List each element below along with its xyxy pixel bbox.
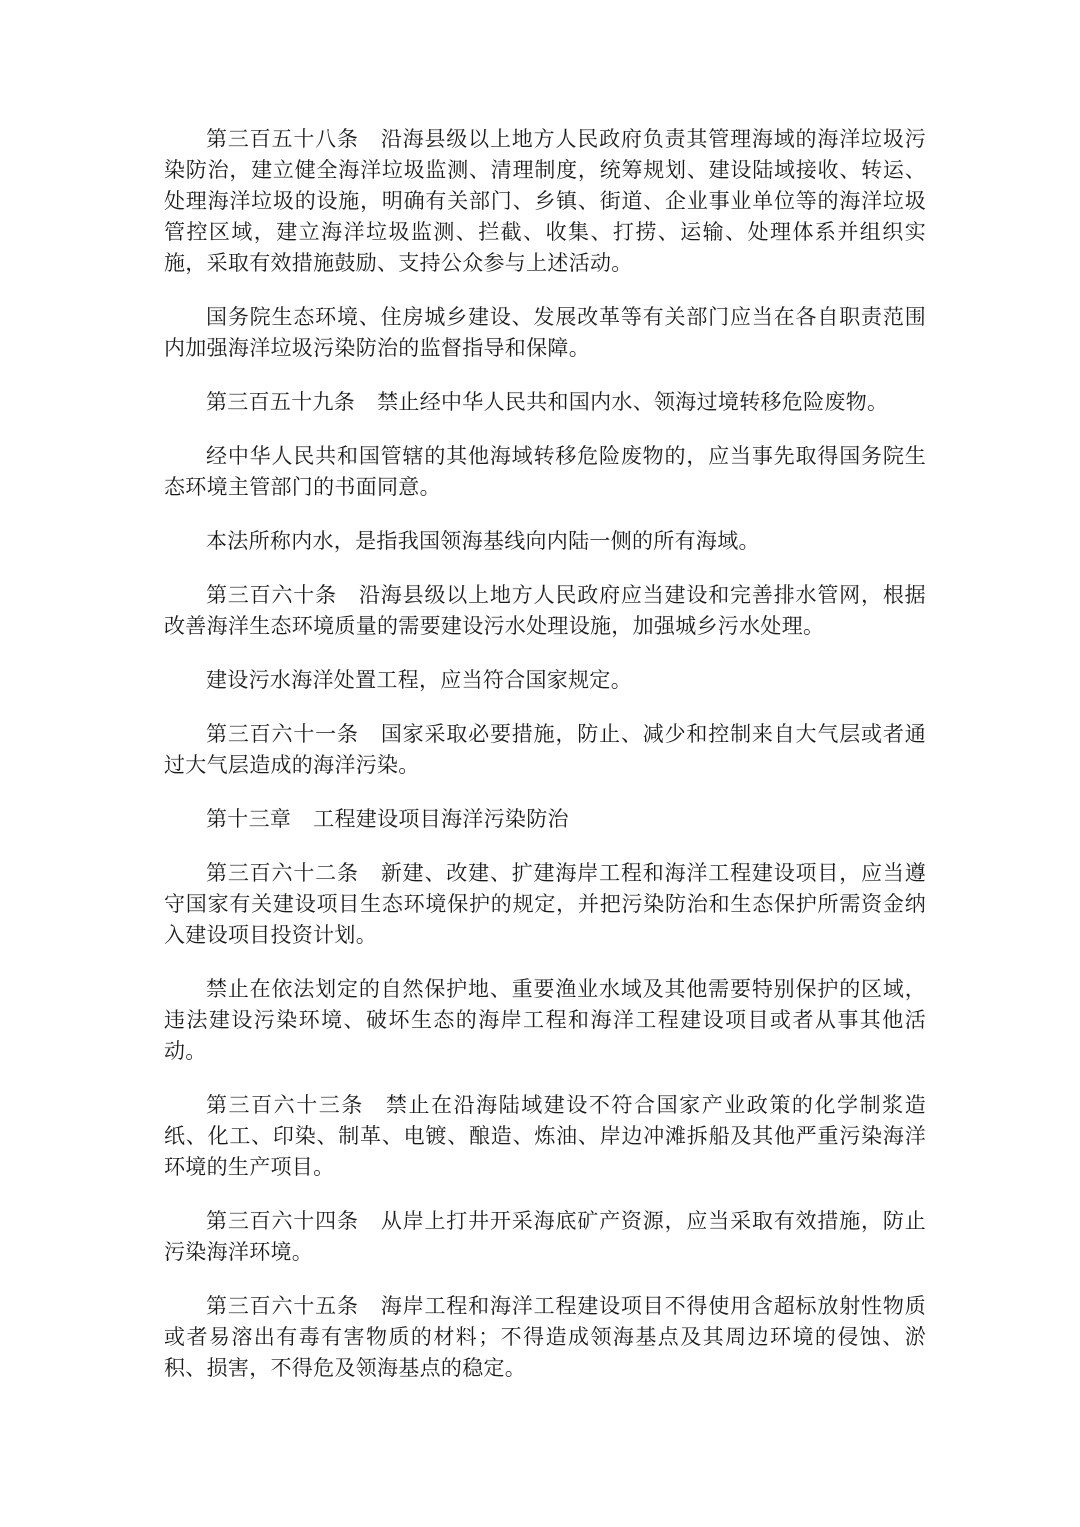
paragraph-article-364 [164,1206,926,1268]
paragraph-text: 禁止在依法划定的自然保护地、重要渔业水域及其他需要特别保护的区域，违法建设污染环境、破坏生态的海岸工程和海洋工程建设项目或者从事其他活动。 [164,977,926,1063]
chapter-title: 工程建设项目海洋污染防治 [313,807,569,831]
paragraph-text: 禁止在沿海陆域建设不符合国家产业政策的化学制浆造纸、化工、印染、制革、电镀、酿造、炼油、岸边冲滩拆船及其他严重污染海洋环境的生产项目。 [164,1093,926,1179]
paragraph-state-council-oversight [164,302,926,364]
article-number: 第三百六十二条 [206,861,359,885]
paragraph-text: 本法所称内水，是指我国领海基线向内陆一侧的所有海域。 [206,529,760,553]
document-body [164,124,926,1407]
paragraph-text: 海岸工程和海洋工程建设项目不得使用含超标放射性物质或者易溶出有毒有害物质的材料；不得造成领海基点及其周边环境的侵蚀、淤积、损害，不得危及领海基点的稳定。 [164,1294,926,1380]
paragraph-text: 禁止经中华人民共和国内水、领海过境转移危险废物。 [377,390,889,414]
paragraph-text: 建设污水海洋处置工程，应当符合国家规定。 [206,668,632,692]
paragraph-sewage-disposal [164,665,926,696]
article-number: 第三百五十九条 [206,390,356,414]
paragraph-inland-waters-definition [164,526,926,557]
paragraph-article-359 [164,387,926,418]
paragraph-article-363 [164,1090,926,1183]
paragraph-article-361 [164,719,926,781]
article-number: 第三百六十五条 [206,1294,359,1318]
article-number: 第三百五十八条 [206,127,359,151]
article-number: 第三百六十四条 [206,1209,359,1233]
paragraph-text: 国务院生态环境、住房城乡建设、发展改革等有关部门应当在各自职责范围内加强海洋垃圾污染防治的监督指导和保障。 [164,305,926,360]
paragraph-article-362 [164,858,926,951]
chapter-number: 第十三章 [206,807,292,831]
article-number: 第三百六十三条 [206,1093,364,1117]
paragraph-text: 沿海县级以上地方人民政府负责其管理海域的海洋垃圾污染防治，建立健全海洋垃圾监测、清理制度，统筹规划、建设陆域接收、转运、处理海洋垃圾的设施，明确有关部门、乡镇、街道、企业事业单位等的海洋垃圾管控区域，建立海洋垃圾监测、拦截、收集、打捞、运输、处理体系并组织实施，采取有效措施鼓励、支持公众参与上述活动。 [164,127,926,275]
paragraph-article-358 [164,124,926,279]
article-number: 第三百六十一条 [206,722,359,746]
paragraph-protected-areas [164,974,926,1067]
paragraph-text: 新建、改建、扩建海岸工程和海洋工程建设项目，应当遵守国家有关建设项目生态环境保护的规定，并把污染防治和生态保护所需资金纳入建设项目投资计划。 [164,861,926,947]
paragraph-hazardous-waste-transfer [164,441,926,503]
paragraph-text: 经中华人民共和国管辖的其他海域转移危险废物的，应当事先取得国务院生态环境主管部门的书面同意。 [164,444,926,499]
paragraph-text: 国家采取必要措施，防止、减少和控制来自大气层或者通过大气层造成的海洋污染。 [164,722,926,777]
paragraph-text: 从岸上打井开采海底矿产资源，应当采取有效措施，防止污染海洋环境。 [164,1209,926,1264]
paragraph-text: 沿海县级以上地方人民政府应当建设和完善排水管网，根据改善海洋生态环境质量的需要建设污水处理设施，加强城乡污水处理。 [164,583,926,638]
paragraph-article-360 [164,580,926,642]
paragraph-article-365 [164,1291,926,1384]
chapter-heading-13 [164,804,926,835]
article-number: 第三百六十条 [206,583,337,607]
